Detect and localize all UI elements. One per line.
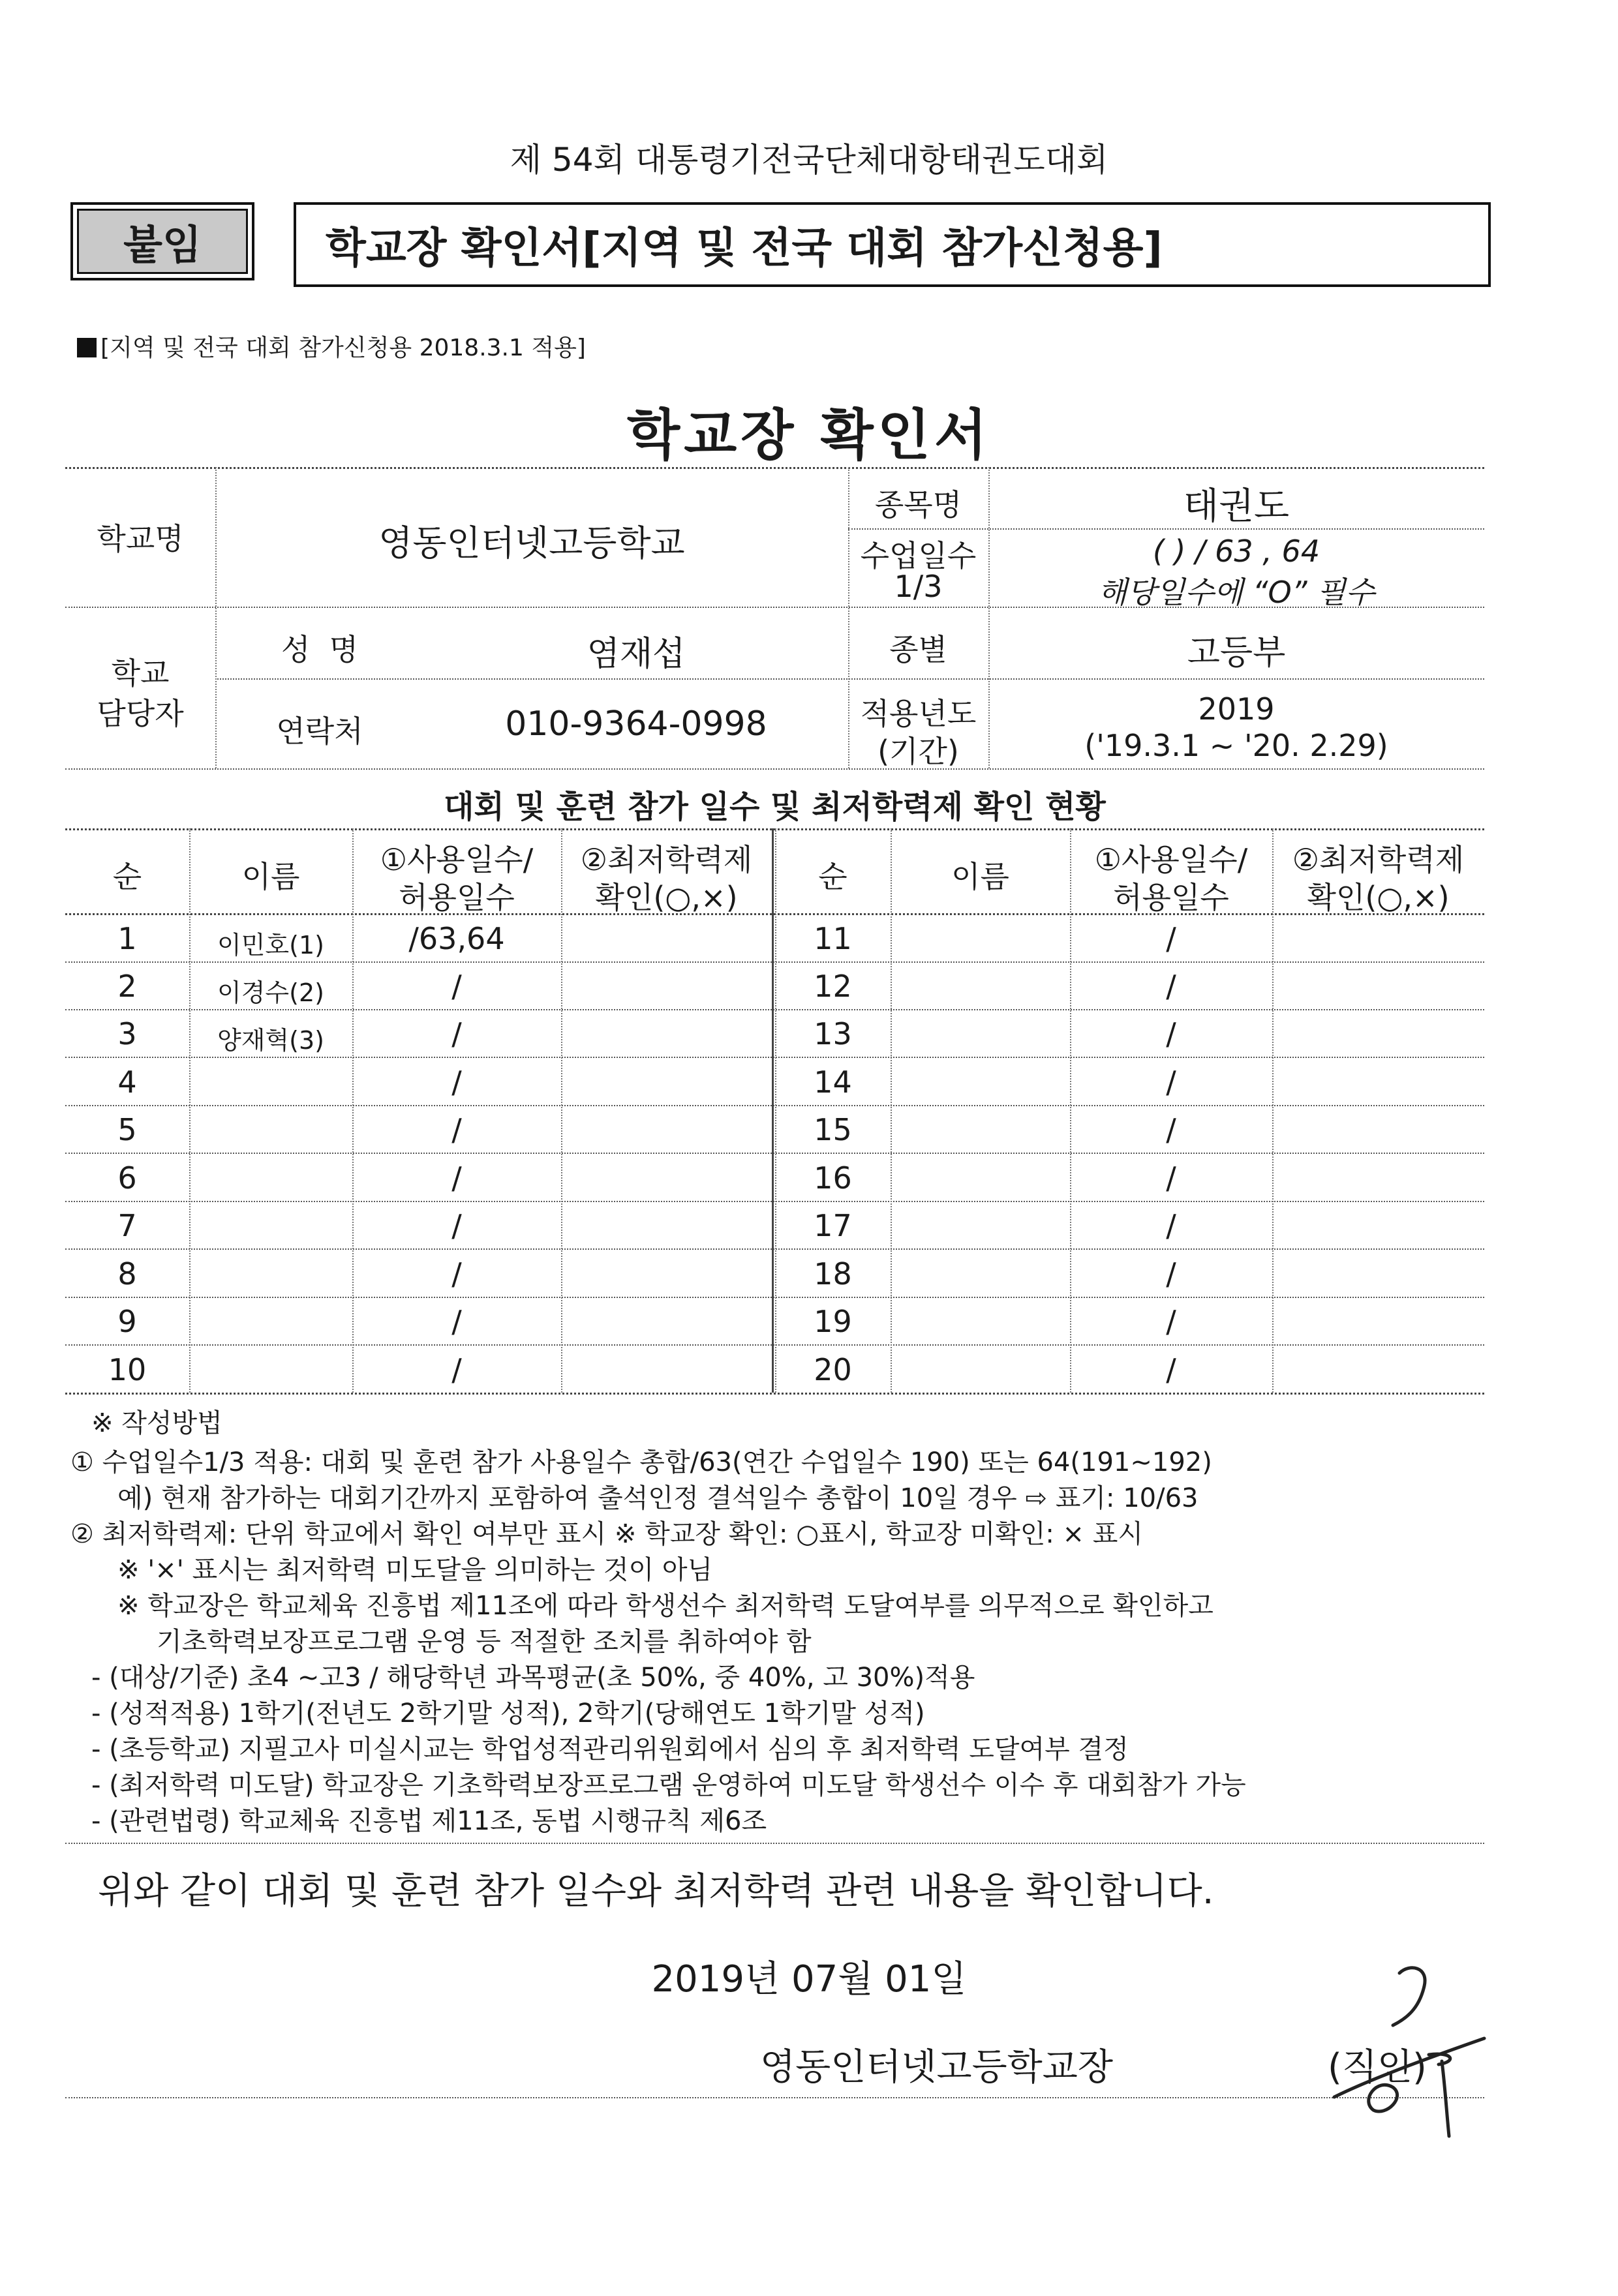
row-days: / [1166,1160,1176,1196]
confirm-date: 2019년 07월 01일 [651,1958,967,2001]
confirm-text: 위와 같이 대회 및 훈련 참가 일수와 최저학력 관련 내용을 확인합니다. [98,1870,1214,1912]
note-line: ※ 학교장은 학교체육 진흥법 제11조에 따라 학생선수 최저학력 도달여부를 의무적으로 확인하고 [117,1591,1214,1621]
status-title: 대회 및 훈련 참가 일수 및 최저학력제 확인 현황 [444,789,1106,825]
col-line [189,828,191,1393]
col-header-days-1: ①사용일수/ [380,842,534,877]
row-days: / [451,1208,462,1243]
classdays-label-1: 수업일수 [860,538,977,573]
note-line: - (대상/기준) 초4 ~고3 / 해당학년 과목평균(초 50%, 중 40%, 고 30%)적용 [91,1663,975,1693]
row-no: 4 [117,1065,137,1100]
row-name: 양재혁(3) [217,1026,324,1055]
row-days: / [1166,1208,1176,1243]
col-header-name: 이름 [241,859,300,894]
col-header-check-1: ②최저학력제 [1292,842,1465,877]
note-line: 예) 현재 참가하는 대회기간까지 포함하여 출석인정 결석일수 총합이 10일 경우 ⇨ 표기: 10/63 [117,1483,1198,1513]
name-value: 염재섭 [587,635,686,674]
row-no: 20 [814,1352,852,1387]
year-value-1: 2019 [1198,691,1275,727]
col-header-check-2: 확인(○,×) [595,880,738,915]
row-no: 14 [814,1065,852,1100]
row-no: 10 [108,1352,147,1387]
col-header-days-1: ①사용일수/ [1094,842,1248,877]
row-days: / [451,1304,462,1339]
division-label: 종별 [889,632,947,667]
col-header-check-1: ②최저학력제 [580,842,753,877]
document-title: 학교장 확인서 [626,403,992,467]
table-center-line [772,828,774,1393]
square-bullet-icon [77,338,97,357]
row-no: 2 [117,969,137,1004]
banner-title: 학교장 확인서[지역 및 전국 대회 참가신청용] [294,202,1491,287]
divider [65,467,1484,469]
row-days: / [451,1016,462,1051]
division-value: 고등부 [1187,633,1286,672]
col-header-days-2: 허용일수 [1113,880,1229,915]
row-days: / [451,969,462,1004]
school-value: 영동인터넷고등학교 [378,522,685,564]
contact-label-2: 담당자 [97,696,184,731]
note-line: - (성적적용) 1학기(전년도 2학기말 성적), 2학기(당해연도 1학기말 성적) [91,1699,925,1729]
row-days: / [451,1065,462,1100]
year-value-2: ('19.3.1 ~ '20. 2.29) [1084,728,1388,763]
row-name: 이경수(2) [217,978,324,1007]
row-days: / [1166,921,1176,956]
note-line: - (초등학교) 지필고사 미실시교는 학업성적관리위원회에서 심의 후 최저학력 도달여부 결정 [91,1734,1129,1764]
row-days: / [1166,1065,1176,1100]
principal-name: 영동인터넷고등학교장 [760,2046,1113,2089]
col-header-name: 이름 [951,859,1009,894]
row-days: / [1166,1112,1176,1147]
row-no: 17 [814,1208,852,1243]
year-label-2: (기간) [878,734,959,769]
col-header-check-2: 확인(○,×) [1307,880,1450,915]
sport-label: 종목명 [874,487,962,522]
row-no: 15 [814,1112,852,1147]
row-no: 7 [117,1208,137,1243]
seal-label: (직인) [1328,2046,1427,2089]
signature-mark [1295,1947,1491,2143]
row-no: 12 [814,969,852,1004]
note-line: 기초학력보장프로그램 운영 등 적절한 조치를 취하여야 함 [157,1627,812,1657]
name-label: 성 명 [281,632,359,667]
note-line: ② 최저학력제: 단위 학교에서 확인 여부만 표시 ※ 학교장 확인: ○표시, 학교장 미확인: × 표시 [70,1519,1144,1549]
row-no: 5 [117,1112,137,1147]
row-no: 13 [814,1016,852,1051]
note-line: - (관련법령) 학교체육 진흥법 제11조, 동법 시행규칙 제6조 [91,1806,767,1836]
classdays-label-2: 1/3 [894,569,943,604]
classdays-value-1: ( ) / 63 , 64 [1152,534,1320,569]
row-no: 18 [814,1256,852,1292]
col-line [891,828,892,1393]
event-title: 제 54회 대통령기전국단체대항태권도대회 [510,141,1108,179]
classdays-value-2: 해당일수에 “O” 필수 [1097,575,1375,610]
row-no: 11 [814,921,852,956]
divider [65,1843,1484,1844]
sport-value: 태권도 [1183,485,1290,528]
row-days: / [451,1352,462,1387]
note-line: ※ 작성방법 [91,1408,222,1438]
school-label: 학교명 [97,521,184,556]
subnote-text: [지역 및 전국 대회 참가신청용 2018.3.1 적용] [100,335,586,361]
row-days: / [1166,1256,1176,1292]
phone-value: 010-9364-0998 [505,704,767,744]
divider [65,2097,1484,2098]
row-no: 19 [814,1304,852,1339]
col-header-no: 순 [112,859,142,894]
attachment-badge: 붙임 [77,209,248,274]
row-days: / [1166,969,1176,1004]
row-no: 8 [117,1256,137,1292]
row-no: 6 [117,1160,137,1196]
year-label-1: 적용년도 [860,696,977,731]
row-days: / [1166,1304,1176,1339]
note-line: ① 수업일수1/3 적용: 대회 및 훈련 참가 사용일수 총합/63(연간 수업일수 190) 또는 64(191~192) [70,1447,1212,1477]
row-days: /63,64 [408,921,505,956]
row-days: / [451,1160,462,1196]
divider [65,768,1484,770]
col-header-days-2: 허용일수 [399,880,515,915]
row-no: 16 [814,1160,852,1196]
col-header-no: 순 [818,859,847,894]
row-name: 이민호(1) [217,931,324,959]
table-bottom-line [65,1393,1484,1395]
row-days: / [451,1256,462,1292]
divider [215,678,1484,680]
row-no: 1 [117,921,137,956]
row-days: / [1166,1016,1176,1051]
subnote [77,329,586,363]
note-line: - (최저학력 미도달) 학교장은 기초학력보장프로그램 운영하여 미도달 학생선수 이수 후 대회참가 가능 [91,1770,1246,1800]
contact-label-1: 학교 [111,656,170,691]
row-no: 3 [117,1016,137,1051]
row-no: 9 [117,1304,137,1339]
note-line: ※ '×' 표시는 최저학력 미도달을 의미하는 것이 아님 [117,1555,713,1585]
phone-label: 연락처 [276,714,363,749]
row-days: / [451,1112,462,1147]
row-days: / [1166,1352,1176,1387]
